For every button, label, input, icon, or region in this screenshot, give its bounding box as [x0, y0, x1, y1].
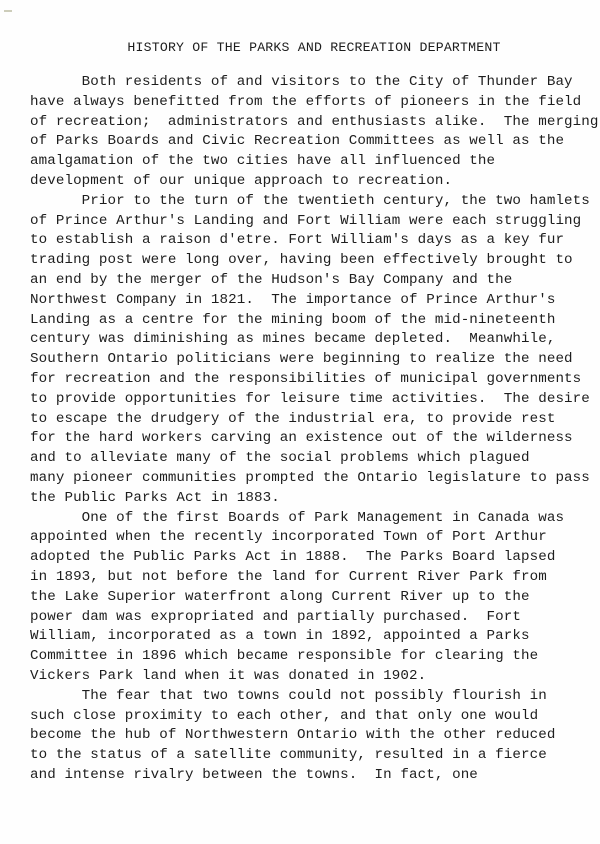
- text-line: power dam was expropriated and partially purchased. Fort: [30, 608, 521, 625]
- text-line: of recreation; administrators and enthusiasts alike. The merging: [30, 113, 599, 130]
- text-line: Both residents of and visitors to the City of Thunder Bay: [30, 74, 573, 90]
- text-line: to the status of a satellite community, resulted in a fierce: [30, 747, 547, 764]
- text-line: trading post were long over, having been effectively brought to: [30, 252, 573, 269]
- text-line: in 1893, but not before the land for Current River Park from: [30, 569, 547, 585]
- text-line: Vickers Park land when it was donated in 1902.: [30, 668, 427, 684]
- text-line: for recreation and the responsibilities of municipal governments: [30, 371, 582, 387]
- text-line: development of our unique approach to recreation.: [30, 173, 453, 189]
- text-line: Northwest Company in 1821. The importance of Prince Arthur's: [30, 291, 556, 308]
- page-title: HISTORY OF THE PARKS AND RECREATION DEPARTMENT: [127, 40, 501, 55]
- text-line: of Prince Arthur's Landing and Fort William were each struggling: [30, 212, 582, 229]
- text-line: such close proximity to each other, and that only one would: [30, 707, 539, 724]
- text-line: to establish a raison d'etre. Fort William's days as a key fur: [30, 232, 565, 249]
- text-line: Prior to the turn of the twentieth century, the two hamlets: [30, 192, 590, 209]
- text-line: for the hard workers carving an existence out of the wilderness: [30, 430, 573, 447]
- text-line: Landing as a centre for the mining boom of the mid-nineteenth: [30, 311, 556, 328]
- text-line: an end by the merger of the Hudson's Bay Company and the: [30, 272, 513, 288]
- text-line: The fear that two towns could not possibly flourish in: [30, 687, 547, 704]
- text-line: One of the first Boards of Park Management in Canada was: [30, 509, 565, 526]
- text-line: to escape the drudgery of the industrial era, to provide rest: [30, 410, 556, 427]
- text-line: amalgamation of the two cities have all influenced the: [30, 153, 496, 170]
- text-line: become the hub of Northwestern Ontario with the other reduced: [30, 727, 556, 744]
- text-line: Southern Ontario politicians were beginning to realize the need: [30, 351, 573, 368]
- text-line: and intense rivalry between the towns. In fact, one: [30, 767, 478, 783]
- text-line: of Parks Boards and Civic Recreation Committees as well as the: [30, 133, 565, 150]
- text-line: to provide opportunities for leisure time activities. The desire: [30, 390, 590, 407]
- text-line: Committee in 1896 which became responsible for clearing the: [30, 648, 539, 665]
- text-line: century was diminishing as mines became depleted. Meanwhile,: [30, 331, 556, 348]
- text-line: many pioneer communities prompted the Ontario legislature to pass: [30, 470, 590, 486]
- text-line: the Public Parks Act in 1883.: [30, 489, 280, 506]
- text-line: William, incorporated as a town in 1892, appointed a Parks: [30, 628, 530, 645]
- text-line: have always benefitted from the efforts of pioneers in the field: [30, 93, 582, 110]
- scan-speck: [4, 10, 12, 12]
- text-line: the Lake Superior waterfront along Current River up to the: [30, 588, 530, 605]
- text-line: and to alleviate many of the social problems which plagued: [30, 450, 530, 467]
- text-line: adopted the Public Parks Act in 1888. The Parks Board lapsed: [30, 549, 556, 566]
- text-line: appointed when the recently incorporated Town of Port Arthur: [30, 529, 547, 546]
